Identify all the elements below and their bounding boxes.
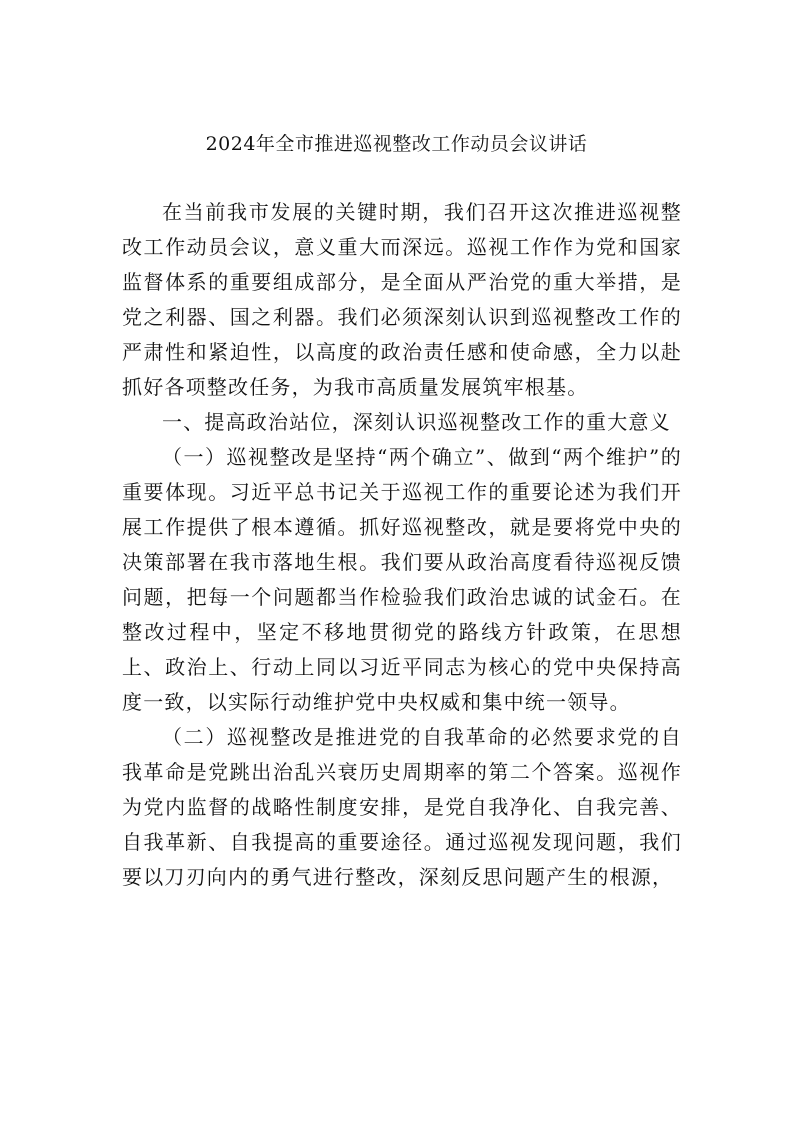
paragraph-point-1: （一）巡视整改是坚持“两个确立”、做到“两个维护”的重要体现。习近平总书记关于巡视工作的重要论述为我们开展工作提供了根本遵循。抓好巡视整改，就是要将党中央的决策部署在我市落地生根。我们要从政治高度看待巡视反馈问题，把每一个问题都当作检验我们政治忠诚的试金石。在整改过程中，坚定不移地贯彻党的路线方针政策，在思想上、政治上、行动上同以习近平同志为核心的党中央保持高度一致，以实际行动维护党中央权威和集中统一领导。 bbox=[122, 445, 682, 714]
section-heading-1: 一、提高政治站位，深刻认识巡视整改工作的重大意义 bbox=[162, 410, 671, 434]
document-body bbox=[122, 195, 682, 895]
paragraph-point-2: （二）巡视整改是推进党的自我革命的必然要求党的自我革命是党跳出治乱兴衰历史周期率的第二个答案。巡视作为党内监督的战略性制度安排，是党自我净化、自我完善、自我革新、自我提高的重要途径。通过巡视发现问题，我们要以刀刃向内的勇气进行整改，深刻反思问题产生的根源， bbox=[122, 725, 682, 889]
paragraph-intro: 在当前我市发展的关键时期，我们召开这次推进巡视整改工作动员会议，意义重大而深远。巡视工作作为党和国家监督体系的重要组成部分，是全面从严治党的重大举措，是党之利器、国之利器。我们必须深刻认识到巡视整改工作的严肃性和紧迫性，以高度的政治责任感和使命感，全力以赴抓好各项整改任务，为我市高质量发展筑牢根基。 bbox=[122, 200, 682, 399]
document-title: 2024年全市推进巡视整改工作动员会议讲话 bbox=[205, 133, 588, 155]
